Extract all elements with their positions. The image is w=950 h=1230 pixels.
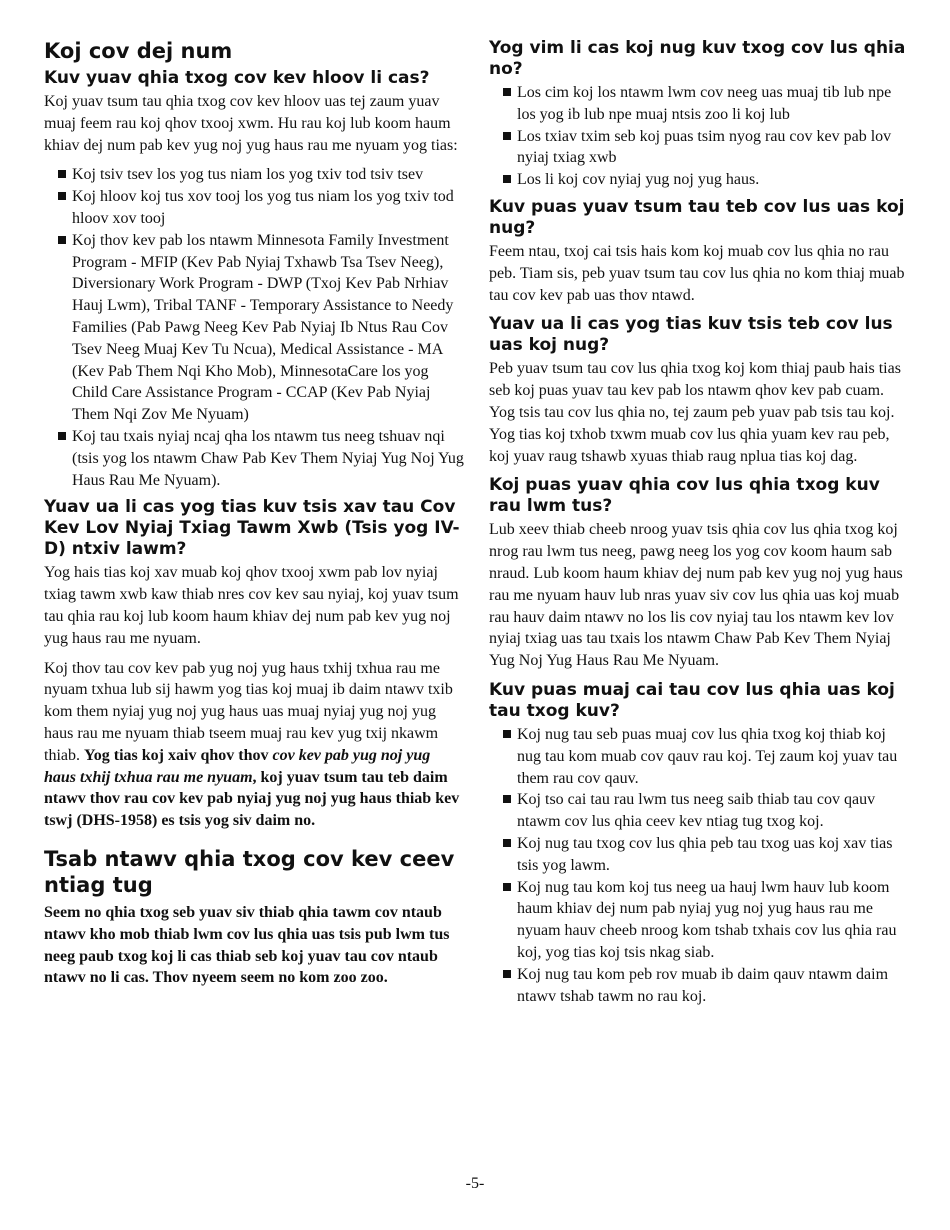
paragraph-non-iv-d-1: Yog hais tias koj xav muab koj qhov txooj xwm pab lov nyiaj txiag tawm xwb kaw thiab nres cov kev sau nyiaj, koj yuav tsum tau qhia rau koj lub koom haum khiav dej num pab kev yug noj yug haus rau me nyuam. [44, 564, 459, 647]
heading-non-iv-d: Yuav ua li cas yog tias kuv tsis xav tau Cov Kev Lov Nyiaj Txiag Tawm Xwb (Tsis yog IV-D) ntxiv lawm? [44, 497, 460, 560]
heading-share-info: Koj puas yuav qhia cov lus qhia txog kuv rau lwm tus? [489, 475, 880, 517]
heading-report-changes: Kuv yuav qhia txog cov kev hloov li cas? [44, 68, 430, 88]
right-column [489, 38, 909, 1013]
page-number: -5- [465, 1175, 485, 1192]
list-item: Koj nug tau seb puas muaj cov lus qhia txog koj thiab koj nug tau kom muab cov qauv rau koj. Tej zaum koj yuav tau them rau cov qauv. [503, 724, 909, 789]
section-title-responsibilities: Koj cov dej num [44, 39, 233, 63]
list-item: Los txiav txim seb koj puas tsim nyog rau cov kev pab lov nyiaj txiag xwb [503, 126, 909, 170]
list-item: Los li koj cov nyiaj yug noj yug haus. [503, 169, 909, 191]
bullet-square-icon [503, 883, 511, 891]
section-title-privacy: Tsab ntawv qhia txog cov kev ceev ntiag tug [44, 846, 455, 897]
bullet-square-icon [503, 839, 511, 847]
bullet-square-icon [58, 170, 66, 178]
list-item: Koj nug tau txog cov lus qhia peb tau txog uas koj xav tias tsis yog lawm. [503, 833, 909, 877]
heading-rights: Kuv puas muaj cai tau cov lus qhia uas koj tau txog kuv? [489, 679, 895, 721]
paragraph-if-not-answer: Peb yuav tsum tau cov lus qhia txog koj kom thiaj paub hais tias seb koj puas yuav tau kev pab los ntawm qhov kev pab cuam. Yog tsis tau cov lus qhia no, tej zaum peb yuav pab tsis tau koj. Yog tias koj txhob txwm muab cov lus qhia yuam kev rau peb, koj yuav raug tshawb xyuas thiab raug nplua tias koj dag. [489, 360, 901, 465]
list-item: Koj thov kev pab los ntawm Minnesota Family Investment Program - MFIP (Kev Pab Nyiaj Txhawb Tsa Tsev Neeg), Diversionary Work Program - DWP (Txoj Kev Pab Nrhiav Hauj Lwm), Tribal TANF - Temporary Assistance to Needy Families (Pab Pawg Neeg Kev Pab Nyiaj Ib Ntus Rau Cov Tsev Neeg Muaj Kev Tu Ncua), Medical Assistance - MA (Kev Pab Them Nqi Kho Mob), MinnesotaCare los yog Child Care Assistance Program - CCAP (Kev Pab Nyiaj Them Nqi Zov Me Nyuam) [58, 230, 464, 426]
bullet-square-icon [503, 175, 511, 183]
paragraph-must-answer: Feem ntau, txoj cai tsis hais kom koj muab cov lus qhia no rau peb. Tiam sis, peb yuav tsum tau cov lus qhia no kom thiaj muab tau cov kev pab uas thov ntawd. [489, 242, 905, 304]
list-rights [489, 724, 909, 1007]
left-column [44, 38, 464, 997]
paragraph-privacy: Seem no qhia txog seb yuav siv thiab qhia tawm cov ntaub ntawv kho mob thiab lwm cov lus qhia uas tsis pub lwm tus neeg paub txog koj li cas thiab seb koj yuav tau cov ntaub ntawv no li cas. Thov nyeem seem no kom zoo zoo. [44, 903, 450, 987]
bullet-square-icon [58, 192, 66, 200]
paragraph-report-changes: Koj yuav tsum tau qhia txog cov kev hloov uas tej zaum yuav muaj feem rau koj qhov txooj xwm. Hu rau koj lub koom haum khiav dej num pab kev yug noj yug haus rau me nyuam yog tias: [44, 93, 458, 154]
heading-if-not-answer: Yuav ua li cas yog tias kuv tsis teb cov lus uas koj nug? [489, 314, 893, 356]
paragraph-share-info: Lub xeev thiab cheeb nroog yuav tsis qhia cov lus qhia txog koj nrog rau lwm tus neeg, pawg neeg los yog cov koom haum sab nraud. Lub koom haum khiav dej num pab kev yug noj yug haus rau me nyuam hauv lub nras yuav siv cov lus qhia uas koj muab rau hauv daim ntawv no los lis cov nyiaj tau los ntawm kev lov nyiaj txiag uas tau txais los ntawm Chaw Pab Kev Them Nyiaj Yug Noj Yug Haus Rau Me Nyuam. [489, 521, 903, 670]
list-item: Koj tso cai tau rau lwm tus neeg saib thiab tau cov qauv ntawm cov lus qhia ceev kev ntiag tug txog koj. [503, 789, 909, 833]
list-report-changes [44, 164, 464, 491]
list-item: Koj tsiv tsev los yog tus niam los yog txiv tod tsiv tsev [58, 164, 464, 186]
list-item: Koj tau txais nyiaj ncaj qha los ntawm tus neeg tshuav nqi (tsis yog los ntawm Chaw Pab Kev Them Nyiaj Yug Noj Yug Haus Rau Me Nyuam). [58, 426, 464, 491]
paragraph-non-iv-d-2: Koj thov tau cov kev pab yug noj yug haus txhij txhua rau me nyuam txhua lub sij hawm yog tias koj muaj ib daim ntawv txib kom them nyiaj yug noj yug haus uas muaj nyiaj yug noj yug haus rau me nyuam thiab tseem muaj rau kev yug txij nkawm thiab. Yog tias koj xaiv qhov thov cov kev pab yug noj yug haus txhij txhua rau me nyuam, koj yuav tsum tau teb daim ntawv thov rau cov kev pab nyiaj yug noj yug haus thiab kev tswj (DHS-1958) es tsis yog siv daim no. [44, 659, 460, 830]
bullet-square-icon [503, 88, 511, 96]
list-item: Koj hloov koj tus xov tooj los yog tus niam los yog txiv tod hloov xov tooj [58, 186, 464, 230]
bullet-square-icon [503, 132, 511, 140]
list-why-ask [489, 82, 909, 191]
bullet-square-icon [503, 970, 511, 978]
bullet-square-icon [58, 432, 66, 440]
bullet-square-icon [58, 236, 66, 244]
bullet-square-icon [503, 795, 511, 803]
heading-why-ask: Yog vim li cas koj nug kuv txog cov lus qhia no? [489, 38, 906, 79]
heading-must-answer: Kuv puas yuav tsum tau teb cov lus uas koj nug? [489, 196, 905, 238]
list-item: Koj nug tau kom koj tus neeg ua hauj lwm hauv lub koom haum khiav dej num pab nyiaj yug noj yug haus rau me nyuam hauv cheeb nroog kom tshab txhais cov lus qhia rau koj, yog tias koj tsis nkag siab. [503, 877, 909, 964]
bullet-square-icon [503, 730, 511, 738]
list-item: Los cim koj los ntawm lwm cov neeg uas muaj tib lub npe los yog ib lub npe muaj ntsis zoo li koj lub [503, 82, 909, 126]
list-item: Koj nug tau kom peb rov muab ib daim qauv ntawm daim ntawv tshab tawm no rau koj. [503, 964, 909, 1008]
